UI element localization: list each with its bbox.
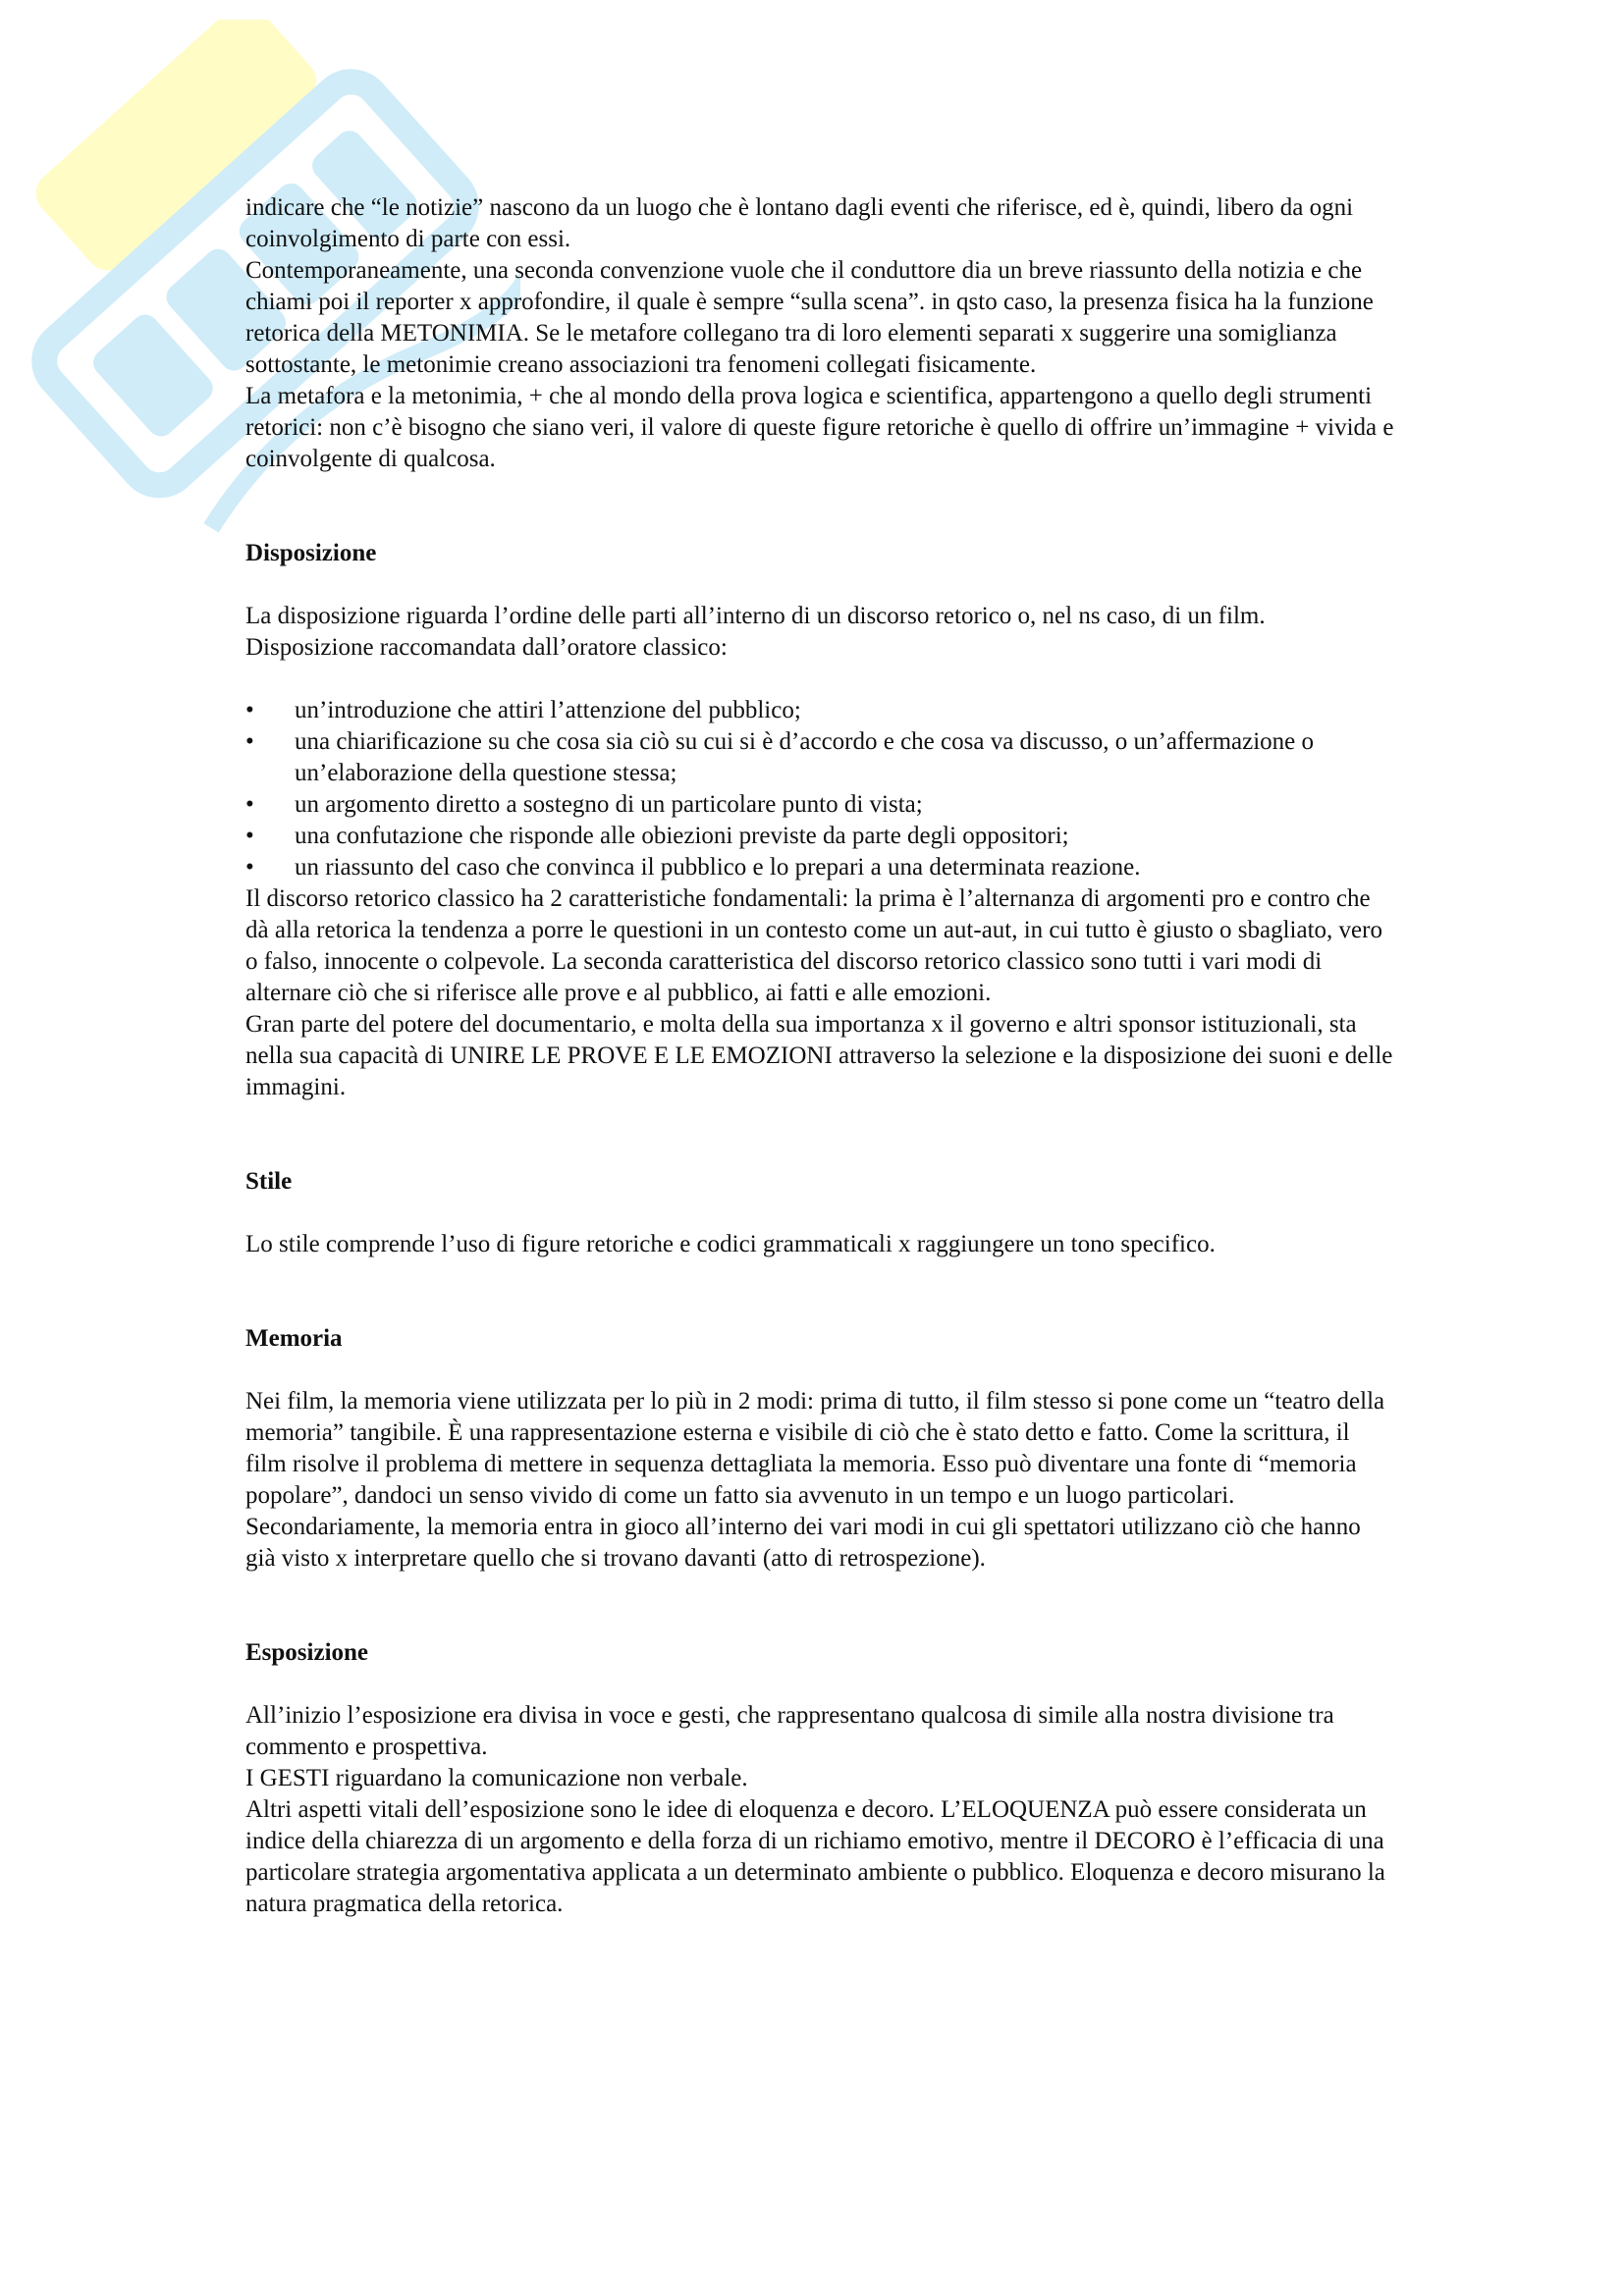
intro-section [245, 192, 1394, 475]
list-item [245, 789, 1394, 821]
bullet-icon: • [245, 823, 254, 849]
disposizione-paragraph-1: La disposizione riguarda l’ordine delle parti all’interno di un discorso retorico o, nel ns caso, di un film. [245, 603, 1266, 629]
bullet-icon: • [245, 854, 254, 881]
esposizione-paragraph-3: Altri aspetti vitali dell’esposizione sono le idee di eloquenza e decoro. L’ELOQUENZA può essere considerata un indice della chiarezza di un argomento e della forza di un richiamo emotivo, mentre il DECORO è l’efficacia di una particolare strategia argomentativa applicata a un determinato ambiente o pubblico. Eloquenza e decoro misurano la natura pragmatica della retorica. [245, 1796, 1385, 1917]
list-item-text: un argomento diretto a sostegno di un particolare punto di vista; [295, 791, 923, 818]
intro-paragraph-1: indicare che “le notizie” nascono da un luogo che è lontano dagli eventi che riferisce, ed è, quindi, libero da ogni coinvolgimento di parte con essi. [245, 194, 1354, 252]
list-item-text: una chiarificazione su che cosa sia ciò su cui si è d’accordo e che cosa va discusso, o un’affermazione o un’elaborazione della questione stessa; [295, 728, 1315, 786]
esposizione-heading: Esposizione [245, 1639, 369, 1666]
memoria-paragraph-2: Secondariamente, la memoria entra in gioco all’interno dei vari modi in cui gli spettatori utilizzano ciò che hanno già visto x interpretare quello che si trovano davanti (atto di retrospezione). [245, 1514, 1361, 1572]
list-item [245, 695, 1394, 726]
bullet-icon: • [245, 791, 254, 818]
list-item-text: un riassunto del caso che convinca il pubblico e lo prepari a una determinata reazione. [295, 854, 1141, 881]
list-item [245, 821, 1394, 852]
list-item [245, 726, 1394, 789]
list-item-text: un’introduzione che attiri l’attenzione del pubblico; [295, 697, 801, 723]
document-page [245, 192, 1394, 1920]
disposizione-section [245, 538, 1394, 1103]
watermark-block-1 [87, 309, 218, 442]
stile-paragraph-1: Lo stile comprende l’uso di figure retoriche e codici grammaticali x raggiungere un tono specifico. [245, 1231, 1216, 1257]
disposizione-paragraph-2: Disposizione raccomandata dall’oratore classico: [245, 634, 728, 661]
intro-paragraph-2: Contemporaneamente, una seconda convenzione vuole che il conduttore dia un breve riassunto della notizia e che chiami poi il reporter x approfondire, il quale è sempre “sulla scena”. in qsto caso, la presenza fisica ha la funzione retorica della METONIMIA. Se le metafore collegano tra di loro elementi separati x suggerire una somiglianza sottostante, le metonimie creano associazioni tra fenomeni collegati fisicamente. [245, 257, 1374, 378]
intro-paragraph-3: La metafora e la metonimia, + che al mondo della prova logica e scientifica, appartengono a quello degli strumenti retorici: non c’è bisogno che siano veri, il valore di queste figure retoriche è quello di offrire un’immagine + vivida e coinvolgente di qualcosa. [245, 383, 1394, 472]
disposizione-paragraph-4: Gran parte del potere del documentario, e molta della sua importanza x il governo e altri sponsor istituzionali, sta nella sua capacità di UNIRE LE PROVE E LE EMOZIONI attraverso la selezione e la disposizione dei suoni e delle immagini. [245, 1011, 1393, 1100]
disposizione-paragraph-3: Il discorso retorico classico ha 2 caratteristiche fondamentali: la prima è l’alternanza di argomenti pro e contro che dà alla retorica la tendenza a porre le questioni in un contesto come un aut-aut, in cui tutto è giusto o sbagliato, vero o falso, innocente o colpevole. La seconda caratteristica del discorso retorico classico sono tutti i vari modi di alternare ciò che si riferisce alle prove e al pubblico, ai fatti e alle emozioni. [245, 885, 1382, 1006]
bullet-icon: • [245, 697, 254, 723]
stile-heading: Stile [245, 1168, 293, 1195]
esposizione-paragraph-2: I GESTI riguardano la comunicazione non verbale. [245, 1765, 748, 1791]
list-item-text: una confutazione che risponde alle obiezioni previste da parte degli oppositori; [295, 823, 1069, 849]
bullet-icon: • [245, 728, 254, 755]
memoria-section [245, 1323, 1394, 1575]
memoria-heading: Memoria [245, 1325, 343, 1352]
disposizione-list [245, 695, 1394, 883]
disposizione-heading: Disposizione [245, 540, 377, 566]
esposizione-section [245, 1637, 1394, 1920]
esposizione-paragraph-1: All’inizio l’esposizione era divisa in voce e gesti, che rappresentano qualcosa di simile alla nostra divisione tra commento e prospettiva. [245, 1702, 1334, 1760]
stile-section [245, 1166, 1394, 1260]
memoria-paragraph-1: Nei film, la memoria viene utilizzata per lo più in 2 modi: prima di tutto, il film stesso si pone come un “teatro della memoria” tangibile. È una rappresentazione esterna e visibile di ciò che è stato detto e fatto. Come la scrittura, il film risolve il problema di mettere in sequenza dettagliata la memoria. Esso può diventare una fonte di “memoria popolare”, dandoci un senso vivido di come un fatto sia avvenuto in un tempo e un luogo particolari. [245, 1388, 1385, 1509]
list-item [245, 852, 1394, 883]
